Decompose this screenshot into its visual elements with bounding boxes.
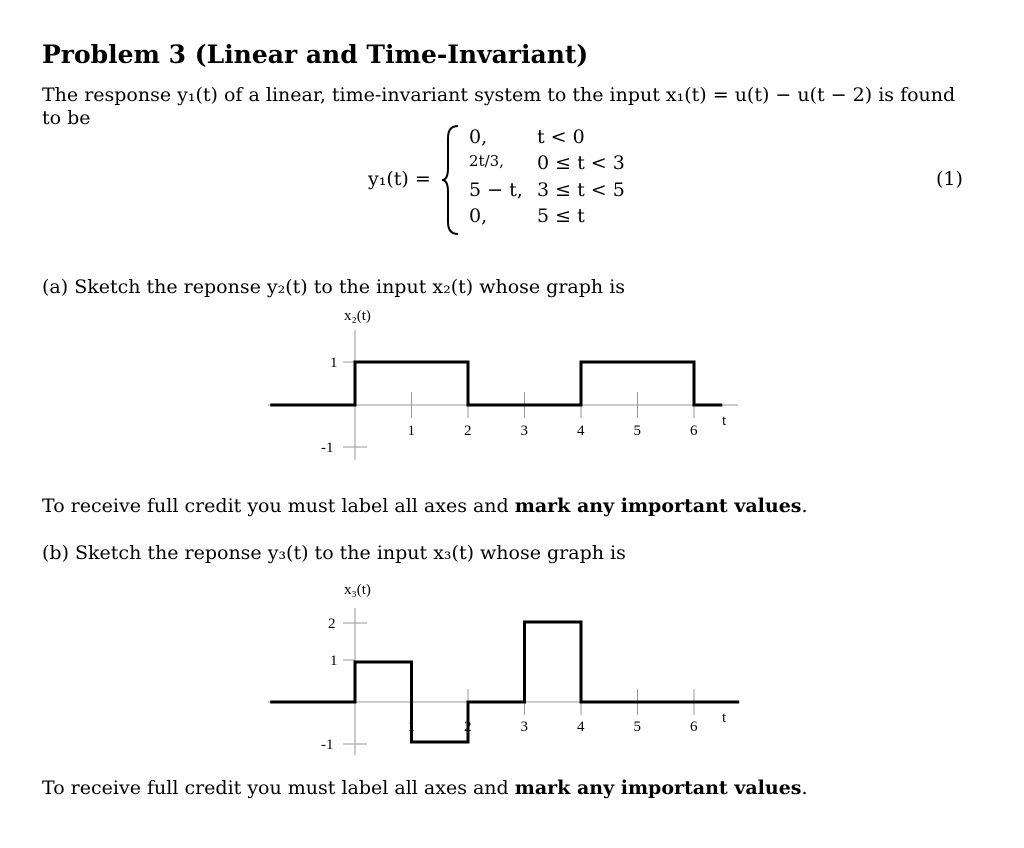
x3-ytick-2: 2 [328,616,336,632]
x3-graph [0,570,1024,760]
equation-lhs: y₁(t) = [368,168,431,190]
x3-signal [270,622,739,742]
x2-ytick-1: 1 [330,355,338,371]
x2-xtick-label: 3 [520,423,528,439]
x2-xtick-label: 6 [690,423,698,439]
x3-xtick-label: 6 [690,719,698,735]
x3-xtick-label: 4 [577,719,585,735]
case-value-1: 0, [469,126,488,148]
x3-xtick-label: 1 [407,719,415,735]
x3-graph-title: x₃(t) [344,582,371,598]
x3-xtick-label: 3 [520,719,528,735]
intro-line-1: The response y₁(t) of a linear, time-invariant system to the input x₁(t) = u(t) − u(t − 2) is found [42,84,956,106]
left-brace-icon [440,124,462,236]
x3-xtick-label: 2 [464,719,472,735]
x2-xtick-label: 5 [633,423,641,439]
x3-t-label: t [722,710,727,726]
x2-graph [0,300,1024,470]
case-condition-4: 5 ≤ t [537,205,585,227]
case-condition-1: t < 0 [537,126,585,148]
part-b-prompt: (b) Sketch the reponse y₃(t) to the input x₃(t) whose graph is [42,542,626,564]
x2-graph-title: x₂(t) [344,308,371,324]
case-value-4: 0, [469,205,488,227]
equation-number: (1) [936,168,963,190]
case-value-2: 2t/3, [469,152,504,170]
x3-ytick-neg1: -1 [321,737,334,753]
x2-xtick-label: 4 [577,423,585,439]
intro-line-2: to be [42,107,91,129]
case-value-3: 5 − t, [469,179,523,201]
x2-xtick-label: 2 [464,423,472,439]
x3-xtick-label: 5 [633,719,641,735]
problem-title: Problem 3 (Linear and Time-Invariant) [42,40,589,69]
part-a-prompt: (a) Sketch the reponse y₂(t) to the input x₂(t) whose graph is [42,276,626,298]
x2-xtick-label: 1 [407,423,415,439]
case-condition-2: 0 ≤ t < 3 [537,152,625,174]
x2-t-label: t [722,413,727,429]
part-b-credit-note: To receive full credit you must label all axes and mark any important values. [42,777,808,799]
case-condition-3: 3 ≤ t < 5 [537,179,625,201]
part-a-credit-note: To receive full credit you must label all axes and mark any important values. [42,495,808,517]
x3-ytick-1: 1 [330,653,338,669]
x2-signal [270,362,722,405]
x2-ytick-neg1: -1 [321,440,334,456]
